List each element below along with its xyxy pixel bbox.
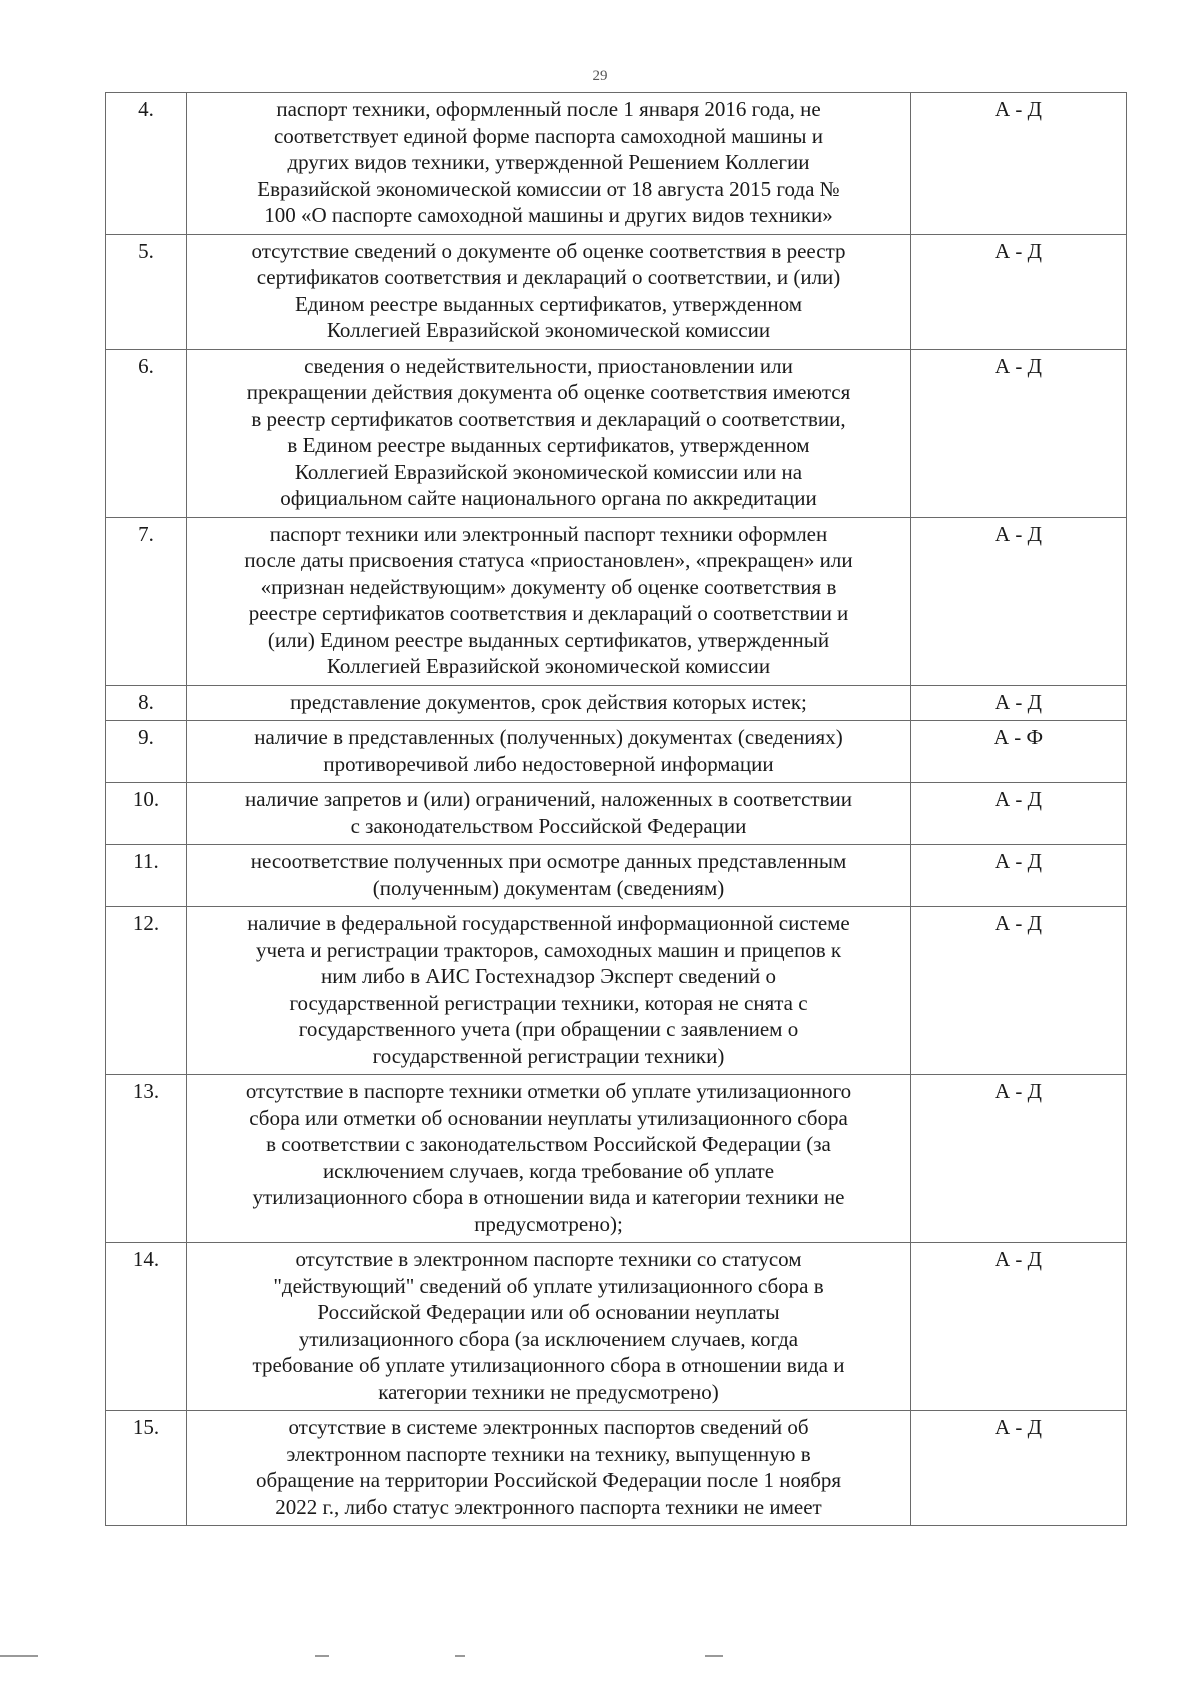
- row-text: отсутствие в электронном паспорте техники со статусом "действующий" сведений об уплате утилизационного сбора в Российской Федерации или об основании неуплаты утилизационного сбора (за исключением случаев, когда требование об уплате утилизационного сбора в отношении вида и категории техники не предусмотрено): [187, 1243, 911, 1411]
- row-code: А - Д: [911, 234, 1127, 349]
- row-text: паспорт техники, оформленный после 1 января 2016 года, не соответствует единой форме паспорта самоходной машины и других видов техники, утвержденной Решением Коллегии Евразийской экономической комиссии от 18 августа 2015 года № 100 «О паспорте самоходной машины и других видов техники»: [187, 93, 911, 235]
- table-row: [106, 1411, 1127, 1526]
- row-code: А - Д: [911, 1411, 1127, 1526]
- scan-artifact-line: [705, 1655, 723, 1657]
- table-row: [106, 721, 1127, 783]
- row-text: отсутствие сведений о документе об оценке соответствия в реестр сертификатов соответствия и деклараций о соответствии, и (или) Едином реестре выданных сертификатов, утвержденном Коллегией Евразийской экономической комиссии: [187, 234, 911, 349]
- table-row: [106, 349, 1127, 517]
- row-number: 4.: [106, 93, 187, 235]
- row-text: представление документов, срок действия которых истек;: [187, 685, 911, 721]
- row-text: несоответствие полученных при осмотре данных представленным (полученным) документам (сведениям): [187, 845, 911, 907]
- row-number: 10.: [106, 783, 187, 845]
- row-code: А - Д: [911, 517, 1127, 685]
- row-code: А - Д: [911, 93, 1127, 235]
- row-code: А - Д: [911, 845, 1127, 907]
- row-number: 13.: [106, 1075, 187, 1243]
- scan-artifact-line: [0, 1655, 38, 1657]
- row-number: 15.: [106, 1411, 187, 1526]
- row-text: отсутствие в паспорте техники отметки об уплате утилизационного сбора или отметки об основании неуплаты утилизационного сбора в соответствии с законодательством Российской Федерации (за исключением случаев, когда требование об уплате утилизационного сбора в отношении вида и категории техники не предусмотрено);: [187, 1075, 911, 1243]
- table-row: [106, 93, 1127, 235]
- row-text: наличие в федеральной государственной информационной системе учета и регистрации тракторов, самоходных машин и прицепов к ним либо в АИС Гостехнадзор Эксперт сведений о государственной регистрации техники, которая не снята с государственного учета (при обращении с заявлением о государственной регистрации техники): [187, 907, 911, 1075]
- table-row: [106, 1243, 1127, 1411]
- row-code: А - Д: [911, 685, 1127, 721]
- row-text: отсутствие в системе электронных паспортов сведений об электронном паспорте техники на технику, выпущенную в обращение на территории Российской Федерации после 1 ноября 2022 г., либо статус электронного паспорта техники не имеет: [187, 1411, 911, 1526]
- row-code: А - Ф: [911, 721, 1127, 783]
- row-number: 6.: [106, 349, 187, 517]
- row-number: 12.: [106, 907, 187, 1075]
- row-code: А - Д: [911, 1243, 1127, 1411]
- table-row: [106, 517, 1127, 685]
- row-number: 7.: [106, 517, 187, 685]
- refusal-grounds-table: [105, 92, 1127, 1526]
- table-row: [106, 234, 1127, 349]
- table-body: [106, 93, 1127, 1526]
- row-code: А - Д: [911, 783, 1127, 845]
- table-row: [106, 845, 1127, 907]
- row-code: А - Д: [911, 1075, 1127, 1243]
- row-text: паспорт техники или электронный паспорт техники оформлен после даты присвоения статуса «приостановлен», «прекращен» или «признан недействующим» документу об оценке соответствия в реестре сертификатов соответствия и деклараций о соответствии и (или) Едином реестре выданных сертификатов, утвержденный Коллегией Евразийской экономической комиссии: [187, 517, 911, 685]
- row-number: 14.: [106, 1243, 187, 1411]
- row-number: 5.: [106, 234, 187, 349]
- row-text: наличие в представленных (полученных) документах (сведениях) противоречивой либо недостоверной информации: [187, 721, 911, 783]
- table-row: [106, 907, 1127, 1075]
- table-row: [106, 685, 1127, 721]
- row-text: наличие запретов и (или) ограничений, наложенных в соответствии с законодательством Российской Федерации: [187, 783, 911, 845]
- row-number: 8.: [106, 685, 187, 721]
- row-number: 9.: [106, 721, 187, 783]
- table-row: [106, 1075, 1127, 1243]
- row-text: сведения о недействительности, приостановлении или прекращении действия документа об оценке соответствия имеются в реестр сертификатов соответствия и деклараций о соответствии, в Едином реестре выданных сертификатов, утвержденном Коллегией Евразийской экономической комиссии или на официальном сайте национального органа по аккредитации: [187, 349, 911, 517]
- row-code: А - Д: [911, 349, 1127, 517]
- table-row: [106, 783, 1127, 845]
- scan-artifact-line: [455, 1655, 465, 1657]
- row-number: 11.: [106, 845, 187, 907]
- page-number: 29: [592, 68, 608, 84]
- scan-artifact-line: [315, 1655, 329, 1657]
- row-code: А - Д: [911, 907, 1127, 1075]
